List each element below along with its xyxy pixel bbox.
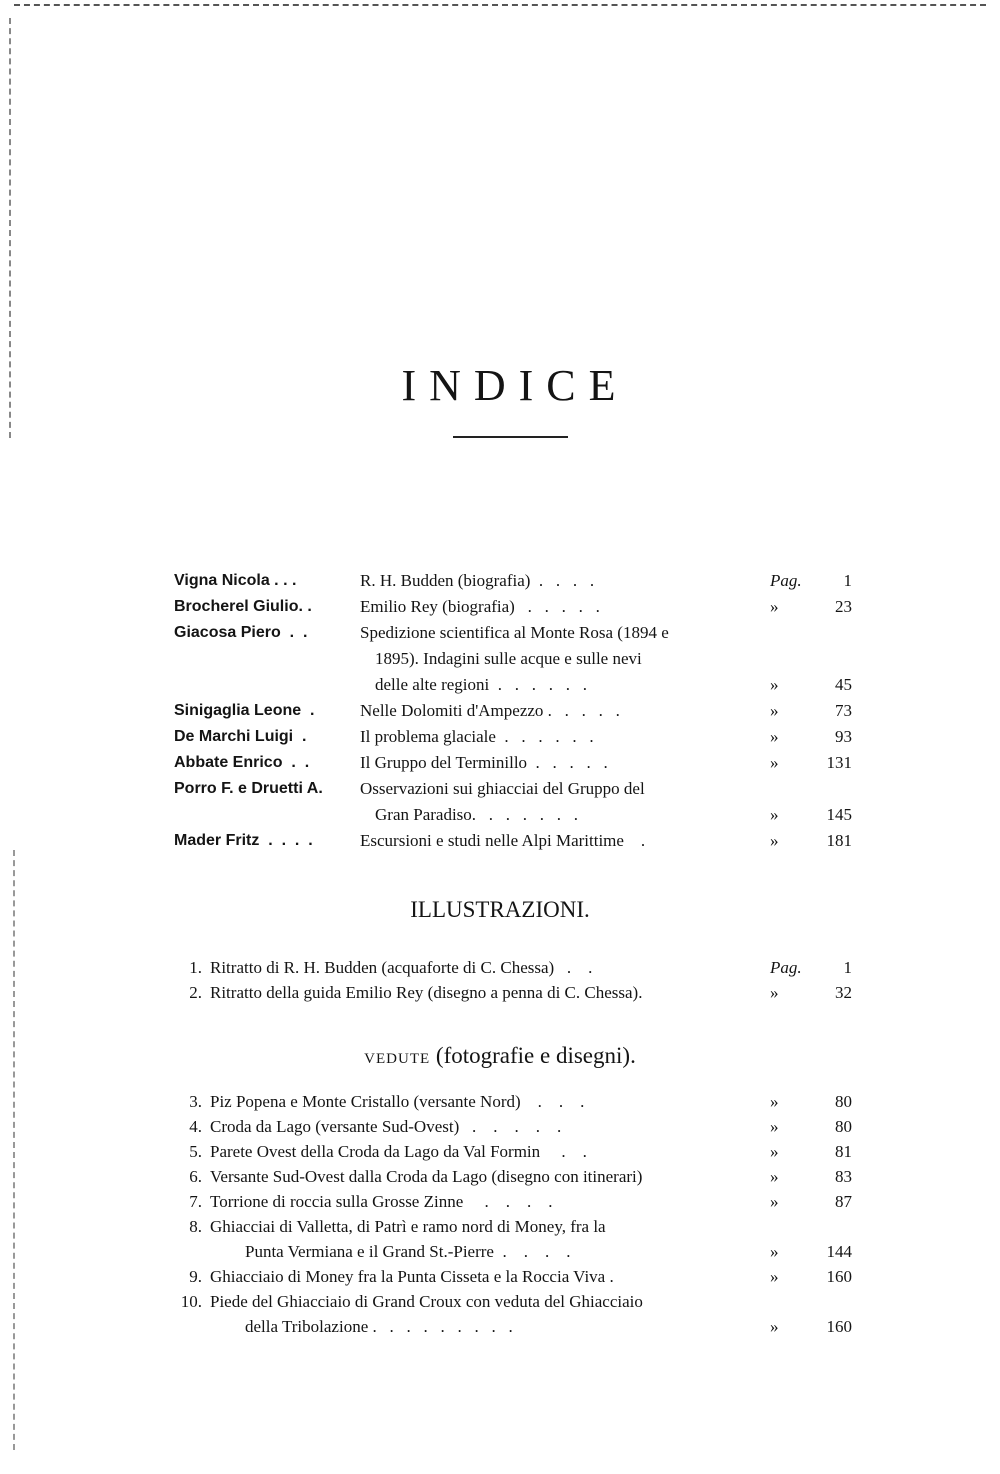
- item-page-mark: Pag.: [770, 958, 802, 977]
- vedute-list: [0, 1089, 1000, 1339]
- item-text: Croda da Lago (versante Sud-Ovest) . . . . .: [210, 1117, 562, 1136]
- item-page-mark: »: [770, 1117, 779, 1136]
- toc-row: [0, 568, 1000, 594]
- toc-title: Spedizione scientifica al Monte Rosa (1894 e: [360, 623, 669, 642]
- toc-row: [0, 724, 1000, 750]
- toc-page-number: 23: [835, 597, 852, 616]
- item-page-mark: »: [770, 1092, 779, 1111]
- item-page-mark: »: [770, 1242, 779, 1261]
- item-page-number: 83: [835, 1167, 852, 1186]
- item-number: 6.: [189, 1167, 202, 1186]
- item-text: Parete Ovest della Croda da Lago da Val Formin . .: [210, 1142, 587, 1161]
- list-item: [0, 1139, 1000, 1164]
- item-text: Torrione di roccia sulla Grosse Zinne . . . .: [210, 1192, 553, 1211]
- toc-title: Osservazioni sui ghiacciai del Gruppo del: [360, 779, 645, 798]
- page-title: INDICE: [401, 361, 629, 410]
- item-text: Ghiacciaio di Money fra la Punta Cisseta e la Roccia Viva .: [210, 1267, 614, 1286]
- toc-author: Mader Fritz . . . .: [174, 832, 313, 849]
- list-item: [0, 1089, 1000, 1114]
- item-page-mark: »: [770, 1267, 779, 1286]
- toc-row: [0, 828, 1000, 854]
- toc-page-number: 145: [826, 805, 852, 824]
- toc-title: Il problema glaciale . . . . . .: [360, 727, 594, 746]
- item-text: Ritratto della guida Emilio Rey (disegno a penna di C. Chessa).: [210, 983, 643, 1002]
- toc-author: Giacosa Piero . .: [174, 624, 308, 641]
- toc-page-number: 45: [835, 675, 852, 694]
- toc-title: 1895). Indagini sulle acque e sulle nevi: [375, 649, 642, 668]
- toc-title: Escursioni e studi nelle Alpi Marittime .: [360, 831, 646, 850]
- item-page-number: 160: [826, 1267, 852, 1286]
- toc-author: Abbate Enrico . .: [174, 754, 310, 771]
- toc-page-number: 181: [826, 831, 852, 850]
- item-page-number: 144: [826, 1242, 852, 1261]
- toc-page-mark: »: [770, 753, 779, 772]
- item-page-number: 1: [843, 958, 852, 977]
- illustrazioni-heading: ILLUSTRAZIONI.: [410, 897, 590, 922]
- toc-row: [0, 594, 1000, 620]
- toc-author: Sinigaglia Leone .: [174, 702, 315, 719]
- toc-page-mark: Pag.: [770, 571, 802, 590]
- item-number: 9.: [189, 1267, 202, 1286]
- item-text: Piede del Ghiacciaio di Grand Croux con veduta del Ghiacciaio: [210, 1292, 643, 1311]
- toc-title: Gran Paradiso. . . . . . .: [375, 805, 579, 824]
- item-page-mark: »: [770, 1167, 779, 1186]
- top-border-rule: [14, 4, 986, 6]
- toc-title: R. H. Budden (biografia) . . . .: [360, 571, 595, 590]
- item-text: Ritratto di R. H. Budden (acquaforte di C. Chessa) . .: [210, 958, 593, 977]
- toc-row: [0, 750, 1000, 776]
- item-text: Piz Popena e Monte Cristallo (versante Nord) . . .: [210, 1092, 585, 1111]
- toc-author: Vigna Nicola . . .: [174, 572, 297, 589]
- toc-page-number: 1: [843, 571, 852, 590]
- list-item: [0, 1239, 1000, 1264]
- toc-title: Il Gruppo del Terminillo . . . . .: [360, 753, 608, 772]
- list-item: [0, 980, 1000, 1005]
- list-item: [0, 955, 1000, 980]
- vedute-heading: [0, 1043, 1000, 1069]
- toc-row: [0, 698, 1000, 724]
- toc-page-mark: »: [770, 805, 779, 824]
- toc-author: Porro F. e Druetti A.: [174, 780, 323, 797]
- item-text: Versante Sud-Ovest dalla Croda da Lago (disegno con itinerari): [210, 1167, 643, 1186]
- toc-page-number: 93: [835, 727, 852, 746]
- item-text: Punta Vermiana e il Grand St.-Pierre . . . .: [245, 1242, 571, 1261]
- item-page-number: 81: [835, 1142, 852, 1161]
- toc-page-mark: »: [770, 831, 779, 850]
- item-number: 7.: [189, 1192, 202, 1211]
- toc-author: Brocherel Giulio. .: [174, 598, 312, 615]
- table-of-contents: [0, 568, 1000, 854]
- list-item: [0, 1289, 1000, 1314]
- toc-row: [0, 802, 1000, 828]
- list-item: [0, 1189, 1000, 1214]
- list-item: [0, 1214, 1000, 1239]
- item-text: della Tribolazione . . . . . . . . .: [245, 1317, 513, 1336]
- toc-page-number: 131: [826, 753, 852, 772]
- list-item: [0, 1314, 1000, 1339]
- item-page-number: 80: [835, 1092, 852, 1111]
- item-number: 8.: [189, 1217, 202, 1236]
- toc-row: [0, 646, 1000, 672]
- toc-row: [0, 776, 1000, 802]
- item-number: 3.: [189, 1092, 202, 1111]
- toc-title: Nelle Dolomiti d'Ampezzo . . . . .: [360, 701, 620, 720]
- toc-page-mark: »: [770, 675, 779, 694]
- item-page-mark: »: [770, 1192, 779, 1211]
- toc-row: [0, 672, 1000, 698]
- item-number: 4.: [189, 1117, 202, 1136]
- item-number: 1.: [189, 958, 202, 977]
- list-item: [0, 1114, 1000, 1139]
- item-page-mark: »: [770, 1142, 779, 1161]
- item-text: Ghiacciai di Valletta, di Patrì e ramo nord di Money, fra la: [210, 1217, 606, 1236]
- item-number: 2.: [189, 983, 202, 1002]
- item-page-mark: »: [770, 983, 779, 1002]
- toc-row: [0, 620, 1000, 646]
- toc-page-mark: »: [770, 727, 779, 746]
- toc-author: De Marchi Luigi .: [174, 728, 307, 745]
- list-item: [0, 1164, 1000, 1189]
- item-number: 10.: [180, 1292, 202, 1311]
- item-page-number: 87: [835, 1192, 852, 1211]
- toc-page-number: 73: [835, 701, 852, 720]
- toc-title: Emilio Rey (biografia) . . . . .: [360, 597, 600, 616]
- item-page-number: 160: [826, 1317, 852, 1336]
- toc-page-mark: »: [770, 597, 779, 616]
- title-underline: [453, 436, 568, 438]
- item-number: 5.: [189, 1142, 202, 1161]
- item-page-number: 80: [835, 1117, 852, 1136]
- toc-title: delle alte regioni . . . . . .: [375, 675, 587, 694]
- vedute-heading-rest: (fotografie e disegni).: [430, 1043, 636, 1068]
- item-page-mark: »: [770, 1317, 779, 1336]
- item-page-number: 32: [835, 983, 852, 1002]
- vedute-heading-smallcaps: VEDUTE: [364, 1051, 431, 1067]
- toc-page-mark: »: [770, 701, 779, 720]
- list-item: [0, 1264, 1000, 1289]
- illustrazioni-list: [0, 955, 1000, 1005]
